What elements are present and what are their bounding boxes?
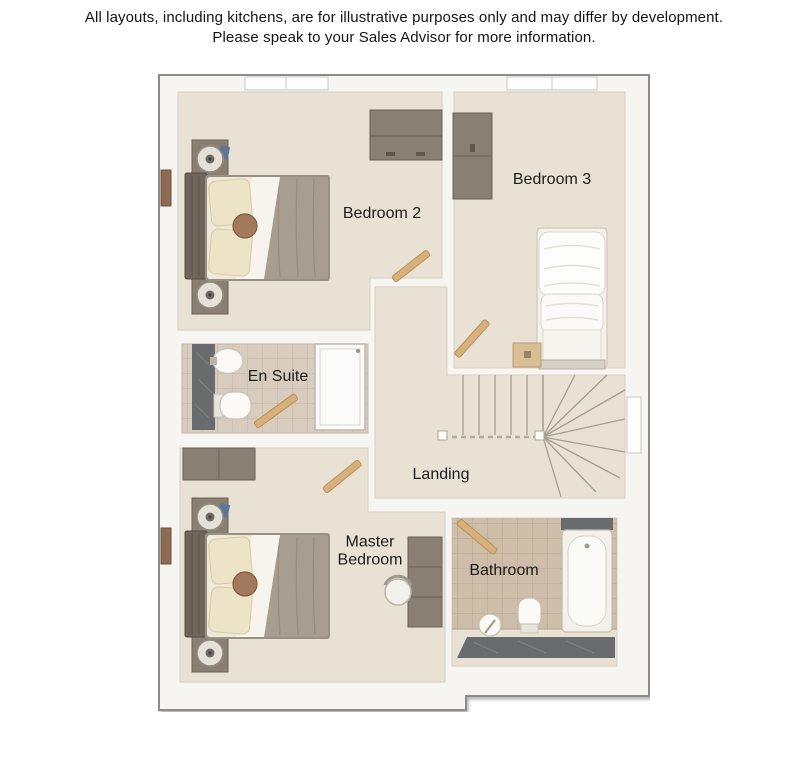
newel-post-icon — [535, 431, 544, 440]
room-label-landing: Landing — [412, 465, 470, 483]
disclaimer-line-1: All layouts, including kitchens, are for illustrative purposes only and may differ by development. — [84, 9, 724, 26]
bedside-table-icon — [513, 343, 541, 367]
wardrobe-icon — [183, 448, 255, 480]
wardrobe-icon — [453, 113, 492, 199]
disclaimer — [0, 8, 808, 48]
room-label-bedroom-2: Bedroom 2 — [342, 204, 422, 222]
window-bedroom-3 — [507, 77, 597, 90]
shower-enclosure-icon — [315, 344, 365, 430]
window-bedroom-2 — [245, 77, 328, 90]
single-bed-icon — [537, 228, 607, 369]
basin-icon — [479, 614, 501, 636]
room-label-master-bedroom: Master Bedroom — [337, 533, 403, 569]
room-label-bedroom-3: Bedroom 3 — [512, 170, 592, 188]
vanity-ledge-icon — [457, 637, 615, 658]
dresser-icon — [370, 110, 442, 160]
bath-tile-ledge-icon — [561, 518, 613, 530]
room-label-en-suite: En Suite — [247, 367, 309, 385]
disclaimer-line-2: Please speak to your Sales Advisor for more information. — [212, 29, 596, 46]
floor-plan-drawing — [158, 74, 650, 712]
shower-wall-panel-icon — [192, 344, 215, 430]
toilet-icon — [214, 392, 251, 419]
window-stairwell — [627, 397, 641, 453]
room-label-bathroom: Bathroom — [469, 561, 539, 579]
floor-plan — [158, 74, 650, 712]
newel-post-icon — [438, 431, 447, 440]
toilet-icon — [518, 598, 541, 633]
desk-chair-icon — [385, 576, 411, 605]
bathtub-icon — [562, 530, 612, 632]
